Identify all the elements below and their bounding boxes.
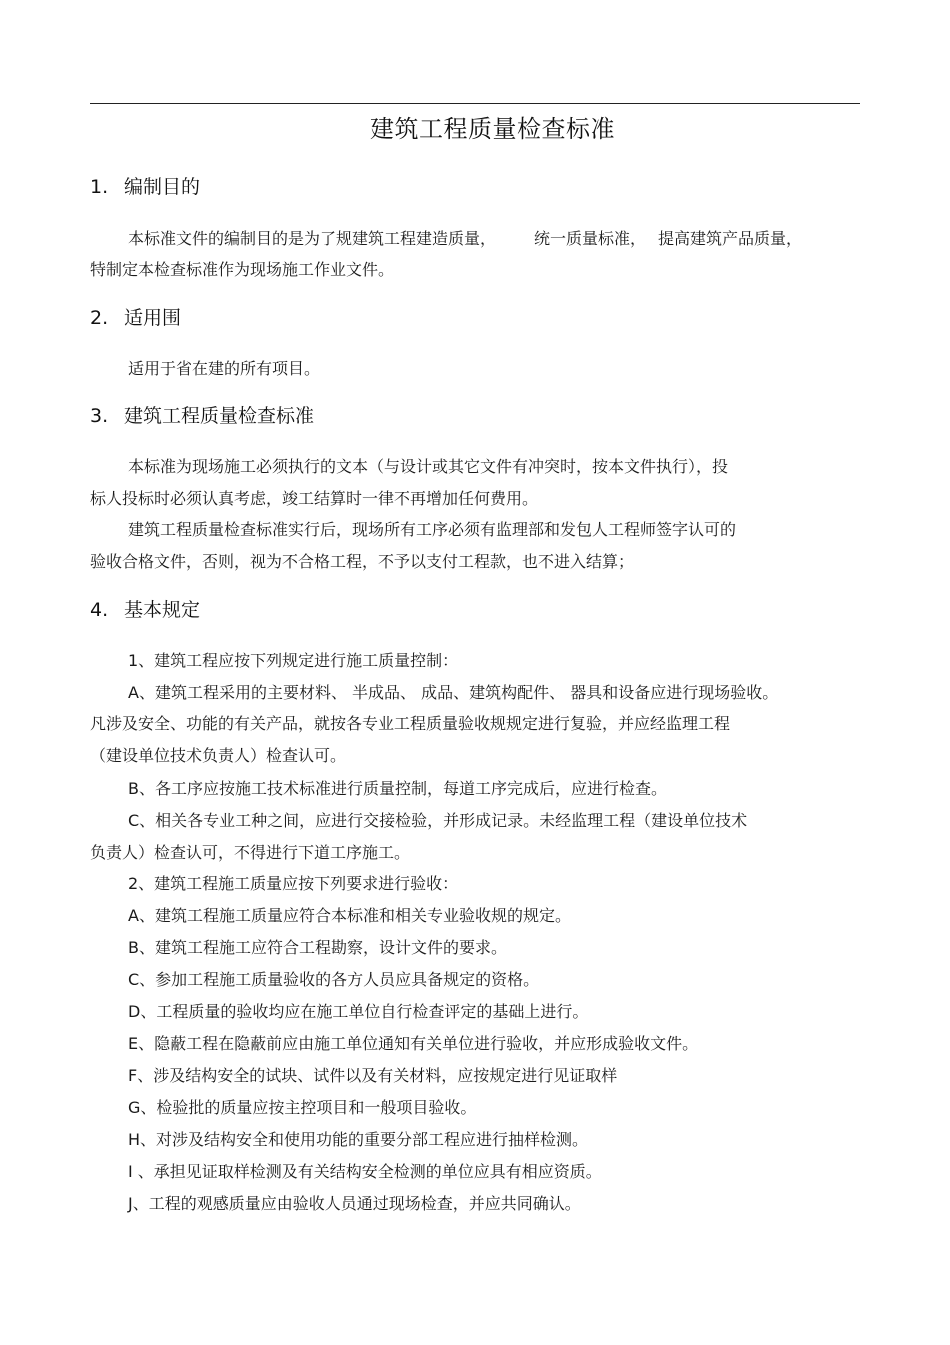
rule-1-heading: 1、建筑工程应按下列规定进行施工质量控制： [128, 651, 459, 670]
rule-1-a-line-1: A、建筑工程采用的主要材料、 半成品、 成品、建筑构配件、 器具和设备应进行现场验收。 [128, 683, 779, 702]
section-3-para-1-line-2: 标人投标时必须认真考虑，竣工结算时一律不再增加任何费用。 [90, 489, 539, 508]
section-3-number: 3. [90, 405, 109, 427]
section-1-text-a: 本标准文件的编制目的是为了规建筑工程建造质量， [128, 229, 497, 248]
rule-2-f: F、涉及结构安全的试块、试件以及有关材料，应按规定进行见证取样 [128, 1066, 618, 1085]
section-3-title: 建筑工程质量检查标准 [124, 405, 315, 427]
rule-2-g: G、检验批的质量应按主控项目和一般项目验收。 [128, 1098, 477, 1117]
rule-2-heading: 2、建筑工程施工质量应按下列要求进行验收： [128, 874, 459, 893]
section-1-number: 1. [90, 176, 109, 198]
rule-1-b: B、各工序应按施工技术标准进行质量控制，每道工序完成后，应进行检查。 [128, 779, 667, 798]
section-3-para-1-line-1: 本标准为现场施工必须执行的文本（与设计或其它文件有冲突时，按本文件执行），投 [128, 457, 729, 476]
section-3-para-2-line-2: 验收合格文件，否则，视为不合格工程，不予以支付工程款，也不进入结算； [90, 552, 635, 571]
rule-2-e: E、隐蔽工程在隐蔽前应由施工单位通知有关单位进行验收，并应形成验收文件。 [128, 1034, 699, 1053]
section-2-line-1: 适用于省在建的所有项目。 [128, 359, 321, 378]
rule-2-h: H、对涉及结构安全和使用功能的重要分部工程应进行抽样检测。 [128, 1130, 589, 1149]
rule-2-i: I 、承担见证取样检测及有关结构安全检测的单位应具有相应资质。 [128, 1162, 602, 1181]
section-4-title: 基本规定 [124, 599, 201, 621]
rule-2-b: B、建筑工程施工应符合工程勘察，设计文件的要求。 [128, 938, 507, 957]
page-title: 建筑工程质量检查标准 [370, 115, 615, 143]
rule-1-c-line-1: C、相关各专业工种之间，应进行交接检验，并形成记录。未经监理工程（建设单位技术 [128, 811, 748, 830]
section-1-title: 编制目的 [124, 176, 201, 198]
rule-2-a: A、建筑工程施工质量应符合本标准和相关专业验收规的规定。 [128, 906, 571, 925]
section-1-line-2: 特制定本检查标准作为现场施工作业文件。 [90, 260, 395, 279]
rule-2-c: C、参加工程施工质量验收的各方人员应具备规定的资格。 [128, 970, 540, 989]
section-3-heading [90, 403, 314, 429]
section-4-heading [90, 597, 200, 623]
section-3-para-2-line-1: 建筑工程质量检查标准实行后，现场所有工序必须有监理部和发包人工程师签字认可的 [128, 520, 737, 539]
section-1-heading [90, 174, 200, 200]
rule-1-a-line-2: 凡涉及安全、功能的有关产品，就按各专业工程质量验收规规定进行复验，并应经监理工程 [90, 714, 731, 733]
header-rule [90, 103, 860, 104]
rule-2-j: J、工程的观感质量应由验收人员通过现场检查，并应共同确认。 [128, 1194, 581, 1213]
section-1-text-b: 统一质量标准， [534, 229, 647, 248]
section-2-number: 2. [90, 307, 109, 329]
section-4-number: 4. [90, 599, 109, 621]
rule-1-c-line-2: 负责人）检查认可，不得进行下道工序施工。 [90, 843, 411, 862]
section-2-heading [90, 305, 181, 331]
section-2-title: 适用围 [124, 307, 182, 329]
section-1-text-c: 提高建筑产品质量， [658, 229, 803, 248]
rule-1-a-line-3: （建设单位技术负责人）检查认可。 [90, 746, 347, 765]
rule-2-d: D、工程质量的验收均应在施工单位自行检查评定的基础上进行。 [128, 1002, 589, 1021]
section-1-line-1 [128, 228, 898, 250]
